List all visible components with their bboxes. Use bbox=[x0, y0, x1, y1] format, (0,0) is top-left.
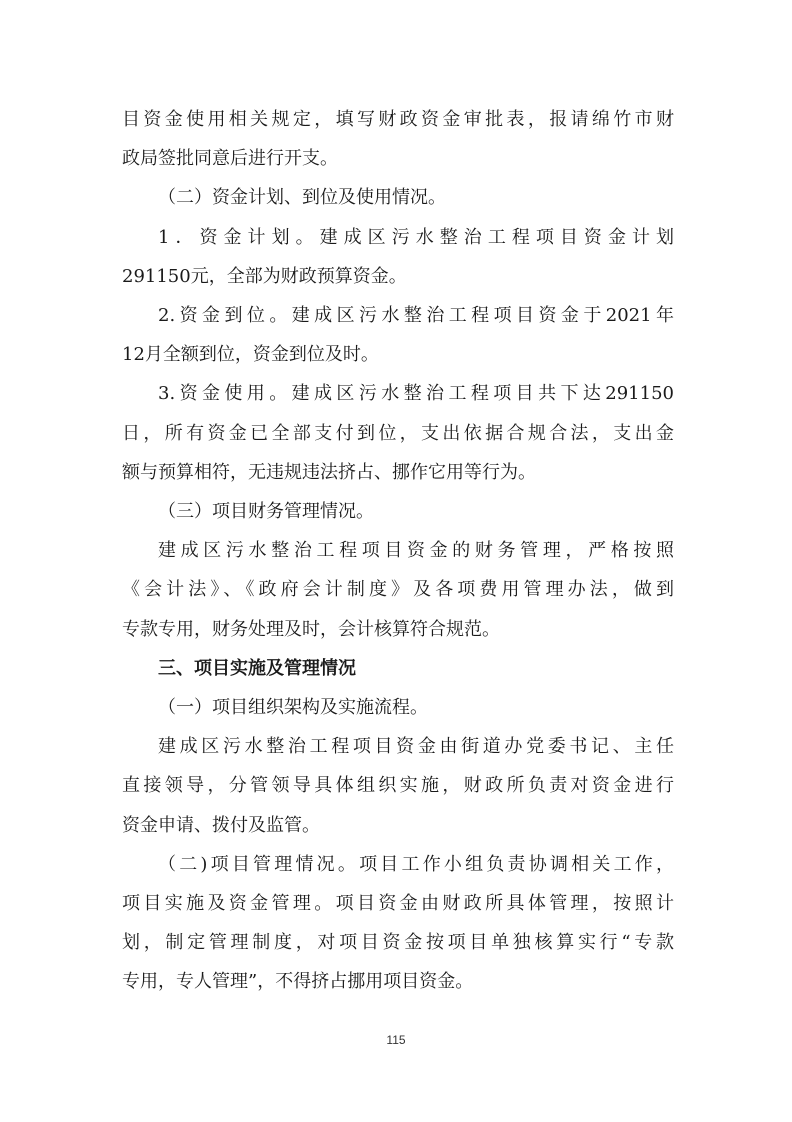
paragraph-line: 2.资金到位。建成区污水整治工程项目资金于2021年 bbox=[158, 305, 674, 327]
paragraph-line: （一）项目组织架构及实施流程。 bbox=[158, 697, 428, 719]
paragraph-line: 291150元，全部为财政预算资金。 bbox=[122, 265, 407, 287]
paragraph-line: 1．资金计划。建成区污水整治工程项目资金计划 bbox=[158, 226, 674, 248]
paragraph-line: 3.资金使用。建成区污水整治工程项目共下达291150 bbox=[158, 383, 674, 405]
section-heading-line: 三、项目实施及管理情况 bbox=[158, 657, 356, 679]
paragraph-line: 日，所有资金已全部支付到位，支出依据合规合法，支出金 bbox=[122, 422, 674, 444]
paragraph-line: 直接领导，分管领导具体组织实施，财政所负责对资金进行 bbox=[122, 775, 674, 797]
paragraph-line: 建成区污水整治工程项目资金由街道办党委书记、主任 bbox=[158, 736, 674, 758]
paragraph-line: 专款专用，财务处理及时，会计核算符合规范。 bbox=[122, 618, 500, 640]
paragraph-line: 建成区污水整治工程项目资金的财务管理，严格按照 bbox=[158, 540, 674, 562]
paragraph-line: 额与预算相符，无违规违法挤占、挪作它用等行为。 bbox=[122, 461, 536, 483]
paragraph-line: 《会计法》、《政府会计制度》及各项费用管理办法，做到 bbox=[122, 579, 674, 601]
paragraph-line: （三）项目财务管理情况。 bbox=[158, 501, 374, 523]
paragraph-line: 项目实施及资金管理。项目资金由财政所具体管理，按照计 bbox=[122, 893, 674, 915]
paragraph-line: 目资金使用相关规定，填写财政资金审批表，报请绵竹市财 bbox=[122, 109, 674, 130]
paragraph-line: 政局签批同意后进行开支。 bbox=[122, 148, 338, 170]
paragraph-line: 专用，专人管理”，不得挤占挪用项目资金。 bbox=[122, 971, 474, 993]
body-text bbox=[122, 100, 674, 1002]
paragraph-line: （二)项目管理情况。项目工作小组负责协调相关工作， bbox=[158, 853, 674, 875]
page-number: 115 bbox=[386, 1033, 406, 1047]
paragraph-line: （二）资金计划、到位及使用情况。 bbox=[158, 187, 446, 209]
paragraph-line: 划，制定管理制度，对项目资金按项目单独核算实行“专款 bbox=[122, 932, 674, 954]
paragraph-line: 资金申请、拨付及监管。 bbox=[122, 814, 320, 836]
paragraph-line: 12月全额到位，资金到位及时。 bbox=[122, 344, 379, 366]
